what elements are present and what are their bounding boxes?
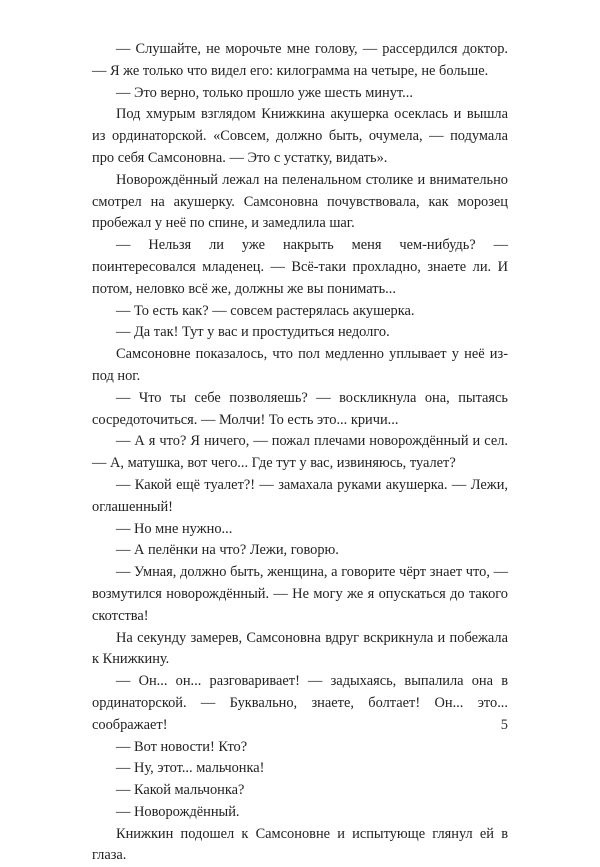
page-number: 5 [500,717,508,733]
paragraph: — Какой мальчонка? [116,782,245,799]
paragraph: — Это верно, только прошло уже шесть минут... [116,84,413,101]
paragraph: — Вот новости! Кто? [116,738,248,755]
paragraph: Новорождённый лежал на пеленальном столике и внимательно смотрел на акушерку. Самсоновна почувствовала, как морозец пробежал у неё по спине, и замедлила шаг. [92,171,508,232]
paragraph: — Новорождённый. [116,803,240,820]
paragraph: На секунду замерев, Самсоновна вдруг вскрикнула и побежала к Книжкину. [92,629,508,668]
paragraph: — Он... он... разговаривает! — задыхаясь, выпалила она в ординаторской. — Буквально, знаете, болтает! Он... это... соображает! [92,673,508,733]
paragraph: — Что ты себе позволяешь? — воскликнула она, пытаясь сосредоточиться. — Молчи! То есть это... кричи... [92,389,508,428]
paragraph: Книжкин подошел к Самсоновне и испытующе глянул ей в глаза. [92,825,508,864]
paragraph: — А пелёнки на что? Лежи, говорю. [116,542,339,559]
paragraph: — Ну, этот... мальчонка! [116,760,265,777]
paragraph: — Слушайте, не морочьте мне голову, — рассердился доктор. — Я же только что видел его: килограмма на четыре, не больше. [92,41,508,79]
paragraph: — Да так! Тут у вас и простудиться недолго. [116,324,390,341]
paragraph: — Нельзя ли уже накрыть меня чем-нибудь? — поинтересовался младенец. — Всё-таки прохладно, знаете ли. И потом, неловко всё же, должны же вы понимать... [92,237,508,297]
paragraph: — Умная, должно быть, женщина, а говорите чёрт знает что, — возмутился новорождённый. — Не могу же я опускаться до такого скотства! [92,564,508,624]
paragraph: — Какой ещё туалет?! — замахала руками акушерка. — Лежи, оглашенный! [92,476,508,515]
page-text-body [92,39,508,867]
paragraph: Самсоновне показалось, что пол медленно уплывает у неё из-под ног. [92,346,508,384]
paragraph: — То есть как? — совсем растерялась акушерка. [116,302,415,319]
paragraph: Под хмурым взглядом Книжкина акушерка осеклась и вышла из ординаторской. «Совсем, должно быть, очумела, — подумала про себя Самсоновна. — Это с устатку, видать». [92,106,508,166]
paragraph: — А я что? Я ничего, — пожал плечами новорождённый и сел. — А, матушка, вот чего... Где тут у вас, извиняюсь, туалет? [92,433,508,472]
paragraph: — Но мне нужно... [116,520,233,537]
